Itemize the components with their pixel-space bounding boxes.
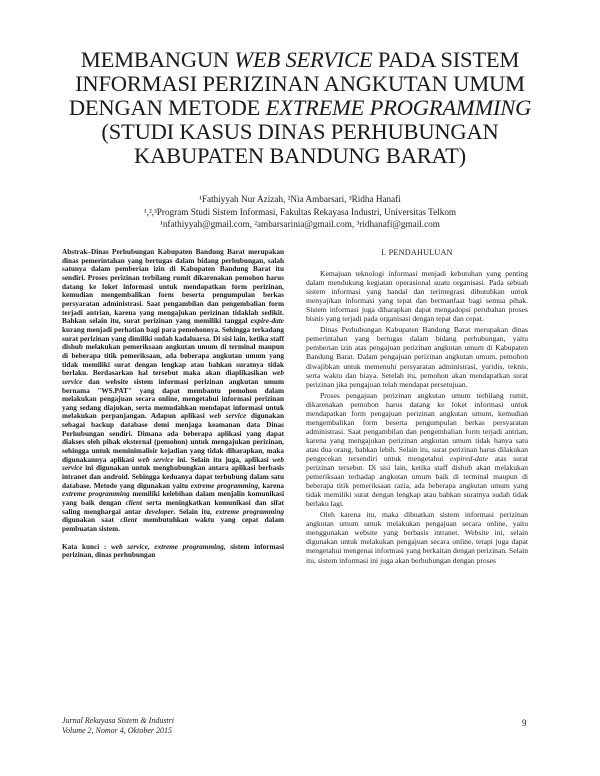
journal-volume: Volume 2, Nomor 4, Oktober 2015 bbox=[62, 726, 172, 735]
keywords: Kata kunci : web service, extreme programming, sistem informasi perizinan, dinas perhubungan bbox=[62, 542, 284, 560]
title-line-2: INFORMASI PERIZINAN ANGKUTAN UMUM bbox=[75, 71, 525, 96]
intro-paragraph-4: Oleh karena itu, maka dibuatkan sistem informasi perizinan angkutan umum untuk melakukan pengajuan secara online, yaitu menggunakan website yang berbasis intranet. Website ini, selain digunakan untuk melakukan pengajuan secara online, tetapi juga dapat mengetahui mengenai informasi yang berkaitan dengan perizinan. Selain itu, sistem informasi ini juga akan berhubungan dengan proses bbox=[306, 510, 528, 565]
introduction-column bbox=[306, 248, 528, 567]
intro-paragraph-1: Kemajuan teknologi informasi menjadi kebutuhan yang penting dalam mendukung kegiatan operasional suatu organisasi. Pada sebuah sistem informasi yang handal dan terintegrasi dibutuhkan untuk menyajikan informasi yang tepat dan bermanfaat bagi semua pihak. Sistem informasi juga diharapkan dapat mengadopsi perubahan proses bisnis yang terjadi pada organisasi dengan tepat dan cepat. bbox=[306, 269, 528, 324]
title-line-1: MEMBANGUN WEB SERVICE PADA SISTEM bbox=[80, 47, 520, 72]
author-emails: ¹nfathiyyah@gmail.com, ²ambarsarinia@gmail.com, ³ridhanafi@gmail.com bbox=[160, 219, 440, 229]
title-line-3: DENGAN METODE EXTREME PROGRAMMING bbox=[68, 95, 532, 120]
title-line-4: (STUDI KASUS DINAS PERHUBUNGAN bbox=[101, 119, 499, 144]
title-line-5: KABUPATEN BANDUNG BARAT) bbox=[134, 143, 466, 168]
author-affiliation: ¹,²,³Program Studi Sistem Informasi, Fakultas Rekayasa Industri, Universitas Telkom bbox=[143, 206, 457, 217]
author-block bbox=[60, 193, 540, 231]
page-number: 9 bbox=[522, 718, 527, 728]
intro-paragraph-3: Proses pengajuan perizinan angkutan umum terbilang rumit, dikarenakan pemohon harus datang ke loket informasi untuk mendapatkan form pengajuan perizinan angkutan umum, kemudian mengembalikan form beserta pengumpulan berkas persyaratan administrasi. Saat pengambilan dan pengembalian form terjadi antrian, karena yang mengajukan perizinan angkutan umum tidak hanya satu atau dua orang, bahkan lebih. Selain itu, surat perizinan harus dilakukan pengecekan tersendiri untuk mengetahui expired-date atas surat perizinan tersebut. Di sisi lain, ketika staff dishub akan melakukan pemeriksaan terhadap angkutan umum baik di terminal maupun di beberapa titik pemeriksaan razia, ada beberapa angkutan umum yang tidak memiliki surat dengan lengkap atau bahkan suratnya sudah tidak berlaku lagi. bbox=[306, 390, 528, 509]
section-heading: I. PENDAHULUAN bbox=[381, 248, 453, 257]
author-names: ¹Fathiyyah Nur Azizah, ²Nia Ambarsari, ³Ridha Hanafi bbox=[199, 194, 401, 204]
abstract-column bbox=[62, 248, 284, 560]
journal-name: Jurnal Rekayasa Sistem & Industri bbox=[62, 716, 174, 725]
journal-footer bbox=[62, 716, 174, 736]
abstract-text: Abstrak–Dinas Perhubungan Kabupaten Bandung Barat merupakan dinas pemerintahan yang bertugas dalam bidang perhubungan, salah satunya dalam pemberian izin di Kabupaten Bandung Barat itu sendiri. Proses perizinan terbilang rumit dikarenakan pemohon harus datang ke loket informasi untuk mendapatkan form perizinan, kemudian mengembalikan form beserta pengumpulan berkas persyaratan administrasi. Saat pengambilan dan pengembalian form terjadi antrian, karena yang mengajukan perizinan tidaklah sedikit. Bahkan selain itu, surat perizinan yang memiliki tanggal expire-date kurang menjadi perhatian bagi para pemohonnya. Sehingga terkadang surat perizinan yang dimiliki sudah kadaluarsa. Di sisi lain, ketika staff dishub melakukan pemeriksaan angkutan umum di terminal maupun di beberapa titik pemeriksaan, ada beberapa angkutan umum yang tidak memiliki surat dengan lengkap atau bahkan suratnya tidak berlaku. Berdasarkan hal tersebut maka akan diaplikasikan web service dan website sistem informasi perizinan angkutan umum bernama "WS.PAT" yang dapat membantu pemohon dalam melakukan pengajuan secara online, mengetahui informasi perizinan yang sedang diajukan, serta memudahkan mendapat informasi untuk melakukan perpanjangan. Adapun aplikasi web service digunakan sebagai backup database demi menjaga keamanan data Dinas Perhubungan sendiri. Dimana ada beberapa aplikasi yang dapat diakses oleh pihak eksternal (pemohon) untuk mengajukan perizinan, sehingga untuk meminimalisir kejadian yang tidak diharapkan, maka digunakannya aplikasi web service ini. Selain itu juga, aplikasi web service ini digunakan untuk menghubungkan antara aplikasi berbasis intranet dan android. Sehingga keduanya dapat terhubung dalam satu database. Metode yang digunakan yaitu extreme programming, karena extreme programming memiliki kelebihan dalam menjalin komunikasi yang baik dengan client serta meningkatkan komunikasi dan sifat saling menghargai antar developer. Selain itu, extreme programming digunakan saat client membutuhkan waktu yang cepat dalam pembuatan sistem. bbox=[62, 248, 284, 533]
paper-title bbox=[60, 48, 540, 168]
intro-paragraph-2: Dinas Perhubungan Kabupaten Bandung Barat merupakan dinas pemerintahan yang bertugas dalam bidang perhubungan, yaitu pemberian izin atas pengajuan perizinan angkutan umum di Kabupaten Bandung Barat. Dalam pengajuan perizinan angkutan umum, pemohon diwajibkan untuk memenuhi persyaratan administrasi, yuridis, teknis, serta waktu dan biaya. Setelah itu, pemohon akan mendapatkan surat perizinan jika pengajuan telah mendapat persetujuan. bbox=[306, 325, 528, 389]
